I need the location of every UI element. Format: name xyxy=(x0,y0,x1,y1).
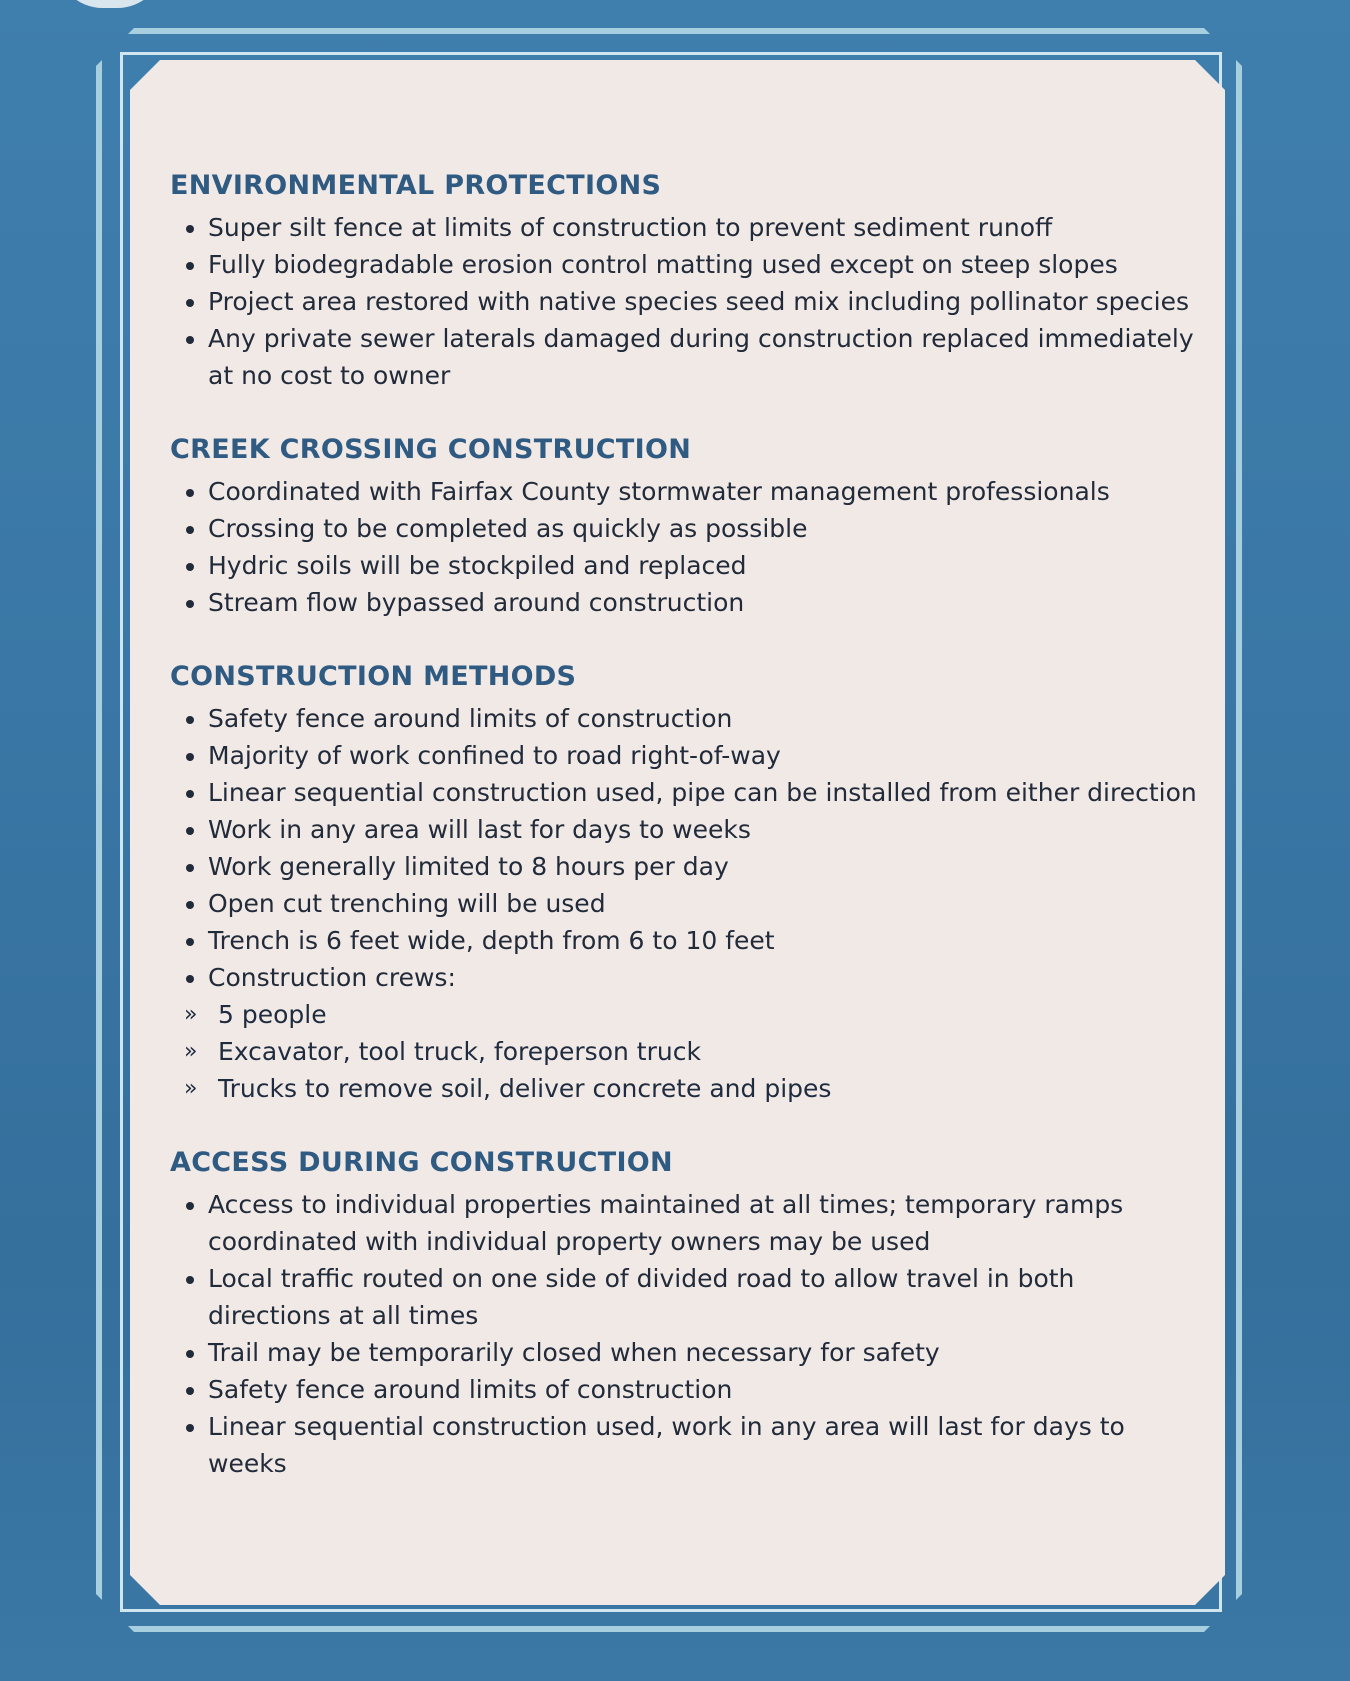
list-item: Work in any area will last for days to weeks xyxy=(184,811,1200,848)
list-item: Any private sewer laterals damaged during construction replaced immediately at no cost to owner xyxy=(184,320,1200,394)
sub-item-text: Excavator, tool truck, foreperson truck xyxy=(218,1037,701,1066)
list-item: Crossing to be completed as quickly as possible xyxy=(184,510,1200,547)
sub-item-text: Trucks to remove soil, deliver concrete and pipes xyxy=(218,1074,832,1103)
section-construction-methods xyxy=(170,661,1200,1107)
list-item: Trail may be temporarily closed when necessary for safety xyxy=(184,1334,1200,1371)
bullet-list xyxy=(170,700,1200,996)
sub-list-item xyxy=(184,1070,1200,1107)
section-environmental-protections xyxy=(170,170,1200,394)
bullet-list xyxy=(170,473,1200,621)
poster-content xyxy=(170,170,1200,1522)
section-creek-crossing-construction xyxy=(170,434,1200,621)
list-item: Majority of work confined to road right-of-way xyxy=(184,737,1200,774)
list-item: Stream flow bypassed around construction xyxy=(184,584,1200,621)
list-item: Super silt fence at limits of construction to prevent sediment runoff xyxy=(184,209,1200,246)
chevron-marker-icon: » xyxy=(184,1002,198,1027)
list-item: Hydric soils will be stockpiled and replaced xyxy=(184,547,1200,584)
chevron-marker-icon: » xyxy=(184,1039,198,1064)
corner-badge xyxy=(55,0,165,8)
bullet-list xyxy=(170,209,1200,394)
list-item: Construction crews: xyxy=(184,959,1200,996)
list-item: Fully biodegradable erosion control matting used except on steep slopes xyxy=(184,246,1200,283)
list-item: Linear sequential construction used, work in any area will last for days to weeks xyxy=(184,1408,1200,1482)
section-title: CONSTRUCTION METHODS xyxy=(170,661,577,692)
section-title: ENVIRONMENTAL PROTECTIONS xyxy=(170,170,662,201)
bullet-list xyxy=(170,1186,1200,1482)
list-item: Work generally limited to 8 hours per day xyxy=(184,848,1200,885)
sub-item-text: 5 people xyxy=(218,1000,327,1029)
sub-list-item xyxy=(184,996,1200,1033)
list-item: Safety fence around limits of construction xyxy=(184,1371,1200,1408)
list-item: Coordinated with Fairfax County stormwater management professionals xyxy=(184,473,1200,510)
sub-list xyxy=(170,996,1200,1107)
list-item: Access to individual properties maintained at all times; temporary ramps coordinated with individual property owners may be used xyxy=(184,1186,1200,1260)
list-item: Trench is 6 feet wide, depth from 6 to 10 feet xyxy=(184,922,1200,959)
chevron-marker-icon: » xyxy=(184,1076,198,1101)
list-item: Open cut trenching will be used xyxy=(184,885,1200,922)
list-item: Local traffic routed on one side of divided road to allow travel in both directions at all times xyxy=(184,1260,1200,1334)
section-access-during-construction xyxy=(170,1147,1200,1482)
list-item: Project area restored with native species seed mix including pollinator species xyxy=(184,283,1200,320)
section-title: CREEK CROSSING CONSTRUCTION xyxy=(170,434,692,465)
section-title: ACCESS DURING CONSTRUCTION xyxy=(170,1147,673,1178)
list-item: Linear sequential construction used, pipe can be installed from either direction xyxy=(184,774,1200,811)
sub-list-item xyxy=(184,1033,1200,1070)
list-item: Safety fence around limits of construction xyxy=(184,700,1200,737)
